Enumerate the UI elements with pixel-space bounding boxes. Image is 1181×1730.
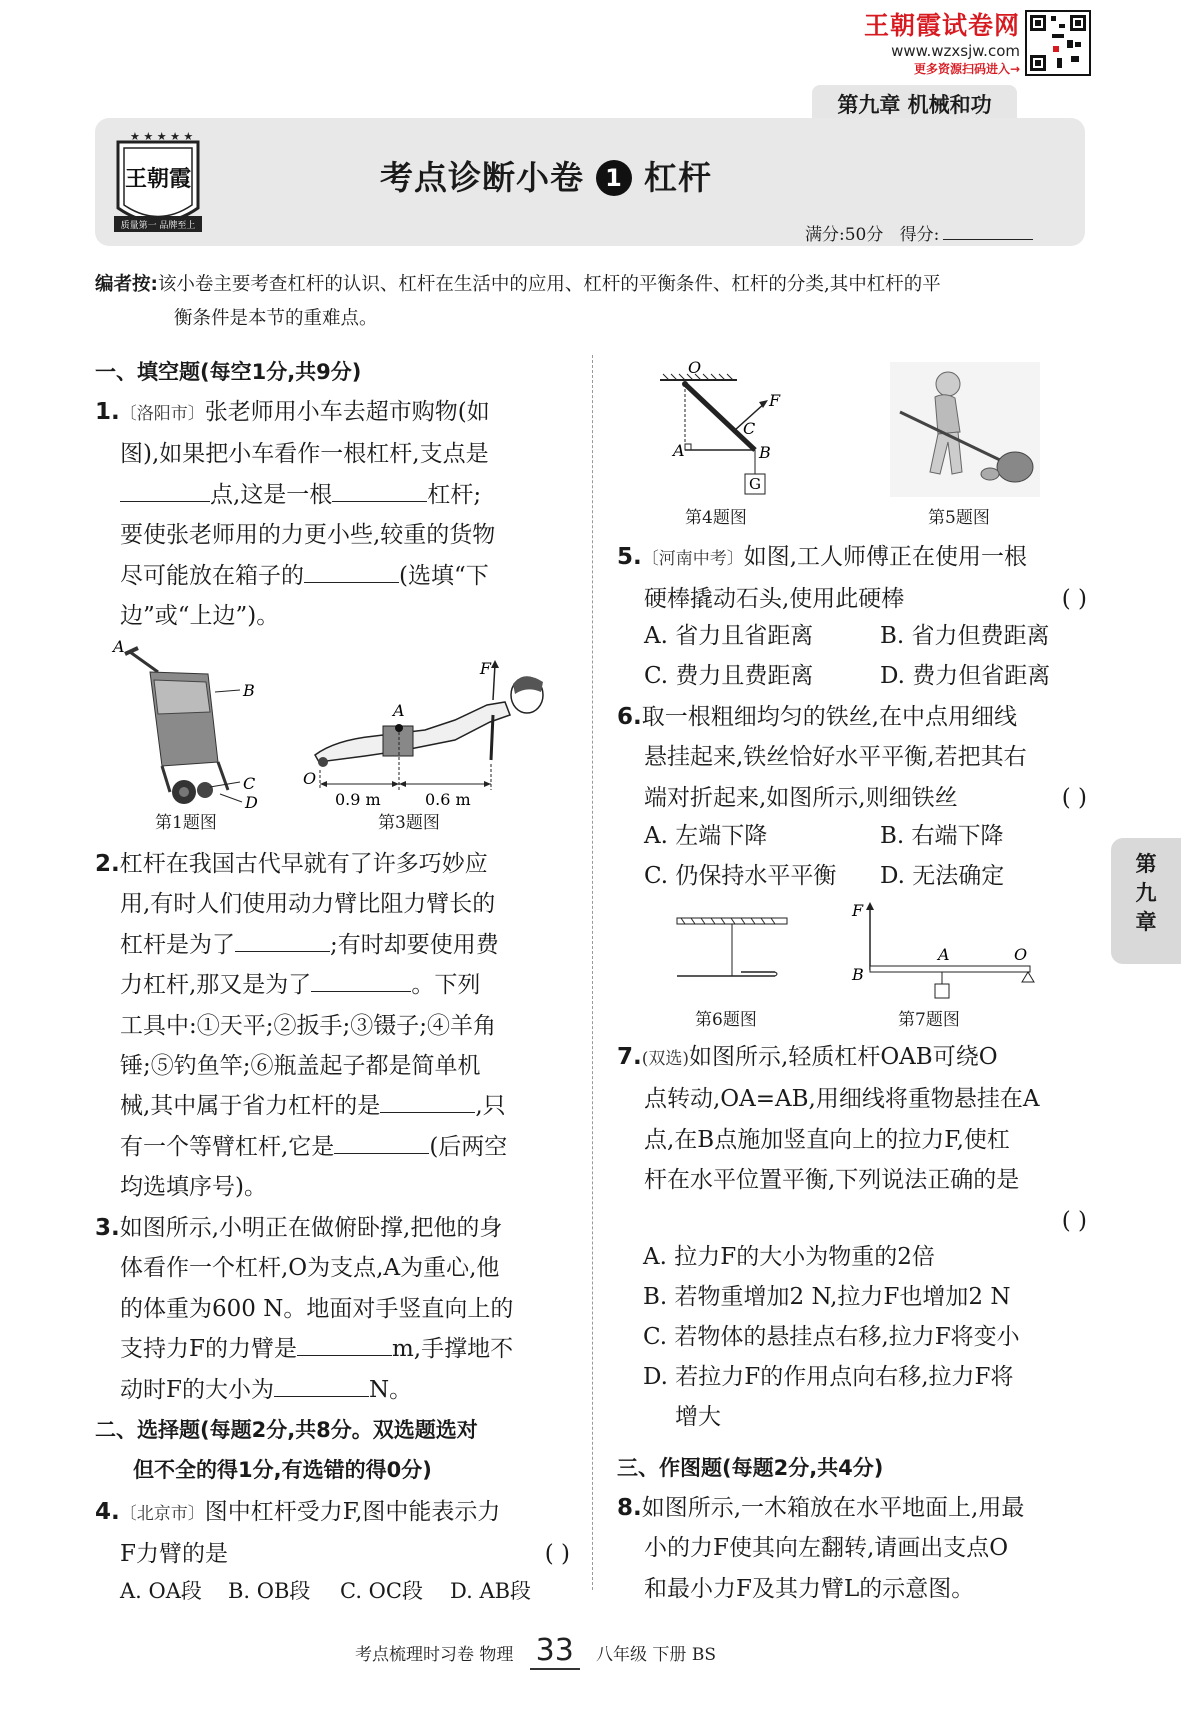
q4-option-d[interactable]: D. AB段 [450, 1579, 532, 1603]
q1-line3b: 杠杆; [427, 481, 482, 508]
editor-note [95, 268, 1085, 336]
q2-line2: 用,有时人们使用动力臂比阻力臂长的 [120, 891, 496, 918]
q4-line1: 图中杠杆受力F,图中能表示力 [204, 1499, 501, 1525]
q2-blank-2[interactable] [311, 968, 411, 992]
q2-line8a: 有一个等臂杠杆,它是 [120, 1133, 335, 1160]
q5-number: 5. [617, 544, 642, 570]
brand-block [800, 6, 1020, 77]
q3-line4a: 支持力F的力臂是 [120, 1336, 297, 1363]
q4-option-a[interactable]: A. OA段 [120, 1579, 202, 1603]
title-topic: 杠杆 [644, 158, 712, 197]
fig7-caption: 第7题图 [898, 1010, 960, 1030]
fig4-label-F: F [769, 391, 781, 410]
fig3-distance-1: 0.9 m [335, 790, 381, 809]
figure-4-lever [655, 358, 785, 498]
q1-line2: 图),如果把小车看作一根杠杆,支点是 [120, 441, 489, 468]
editor-label: 编者按: [95, 274, 158, 295]
q7-line3: 点,在B点施加竖直向上的拉力F,使杠 [644, 1126, 1010, 1153]
q4-option-c[interactable]: C. OC段 [340, 1579, 423, 1603]
q5-line1: 如图,工人师傅正在使用一根 [743, 544, 1028, 570]
score-blank[interactable] [943, 239, 1033, 240]
q3-line5a: 动时F的大小为 [120, 1376, 274, 1403]
q2-blank-1[interactable] [235, 928, 330, 952]
q6-number: 6. [617, 704, 642, 730]
figure-3-pushup [305, 660, 555, 810]
fig1-label-D: D [245, 793, 258, 812]
q8-line2: 小的力F使其向左翻转,请画出支点O [644, 1535, 1009, 1562]
fig4-label-C: C [743, 419, 756, 438]
q2-line4b: 。下列 [411, 972, 481, 999]
q6-option-c[interactable]: C. 仍保持水平平衡 [644, 863, 837, 889]
fig4-label-O: O [688, 358, 702, 377]
fig3-distance-2: 0.6 m [425, 790, 471, 809]
q5-line2: 硬棒撬动石头,使用此硬棒 [644, 586, 905, 613]
q1-line1: 张老师用小车去超市购物(如 [204, 399, 490, 425]
q6-line3: 端对折起来,如图所示,则细铁丝 [644, 784, 958, 811]
q1-line6: 边”或“上边”)。 [120, 603, 280, 630]
question-7 [617, 1037, 1087, 1241]
section-fill-in: 一、填空题(每空1分,共9分) [95, 360, 362, 384]
fig3-caption: 第3题图 [378, 813, 440, 833]
fig4-caption: 第4题图 [685, 508, 747, 528]
fig4-label-A: A [673, 441, 685, 460]
q2-line7b: ,只 [475, 1093, 506, 1120]
q7-option-c[interactable]: C. 若物体的悬挂点右移,拉力F将变小 [643, 1324, 1020, 1350]
page-title [380, 152, 712, 199]
qr-code-icon [1025, 10, 1091, 76]
q4-option-b[interactable]: B. OB段 [228, 1579, 311, 1603]
q4-source: 〔北京市〕 [119, 1504, 205, 1524]
title-number: 1 [596, 160, 632, 196]
q7-line1: 如图所示,轻质杠杆OAB可绕O [689, 1044, 998, 1070]
q5-option-a[interactable]: A. 省力且省距离 [644, 623, 814, 649]
q2-line5: 工具中:①天平;②扳手;③镊子;④羊角 [120, 1012, 496, 1039]
brand-name: 王朝霞试卷网 [863, 11, 1020, 40]
q3-blank-2[interactable] [274, 1373, 369, 1397]
q7-number: 7. [617, 1044, 642, 1070]
brand-tip: 更多资源扫码进入→ [913, 62, 1020, 76]
q2-line1: 杠杆在我国古代早就有了许多巧妙应 [119, 851, 488, 877]
figure-7-lever [848, 900, 1038, 1000]
q2-line4a: 力杠杆,那又是为了 [120, 972, 312, 999]
question-4 [95, 1492, 570, 1575]
question-6 [617, 697, 1087, 818]
q2-line8b: (后两空 [429, 1133, 508, 1160]
fig1-caption: 第1题图 [155, 813, 217, 833]
logo-sub: 质量第一 品牌至上 [120, 221, 196, 231]
q5-option-b[interactable]: B. 省力但费距离 [880, 623, 1050, 649]
figure-1-shopping-cart [110, 632, 270, 812]
q7-option-d-line2: 增大 [675, 1404, 721, 1430]
q1-number: 1. [95, 399, 120, 425]
score-line [805, 220, 1033, 245]
q5-answer-paren[interactable]: ( ) [1061, 586, 1087, 613]
title-prefix: 考点诊断小卷 [380, 158, 584, 197]
q2-line9: 均选填序号)。 [120, 1174, 267, 1201]
fig7-label-F: F [852, 901, 864, 920]
q8-number: 8. [617, 1495, 642, 1521]
fig4-label-G: G [749, 475, 761, 493]
q1-line4: 要使张老师用的力更小些,较重的货物 [120, 522, 496, 549]
page-footer [355, 1633, 716, 1668]
section-drawing: 三、作图题(每题2分,共4分) [617, 1456, 884, 1480]
q6-line2: 悬挂起来,铁丝恰好水平平衡,若把其右 [644, 744, 1027, 771]
question-5 [617, 537, 1087, 620]
q3-line4b: m,手撑地不 [391, 1336, 514, 1363]
q7-line4: 杆在水平位置平衡,下列说法正确的是 [644, 1167, 1020, 1194]
fig4-label-B: B [759, 443, 771, 462]
question-2 [95, 844, 570, 1208]
q6-line1: 取一根粗细均匀的铁丝,在中点用细线 [641, 704, 1018, 730]
q7-tag: (双选) [641, 1049, 690, 1069]
q1-blank-3[interactable] [304, 559, 399, 583]
fig1-label-A: A [113, 637, 125, 656]
sidetab-char-1: 第 [1135, 852, 1157, 876]
q7-option-a[interactable]: A. 拉力F的大小为物重的2倍 [643, 1244, 935, 1270]
full-score: 满分:50分 [805, 225, 884, 245]
q5-source: 〔河南中考〕 [641, 549, 744, 569]
q4-number: 4. [95, 1499, 120, 1525]
question-1 [95, 392, 570, 636]
fig7-label-O: O [1014, 945, 1028, 964]
q5-option-c[interactable]: C. 费力且费距离 [644, 663, 814, 689]
footer-right: 八年级 下册 BS [596, 1645, 716, 1665]
editor-line1: 该小卷主要考查杠杆的认识、杠杆在生活中的应用、杠杆的平衡条件、杠杆的分类,其中杠杆的平 [157, 274, 941, 295]
q4-line2: F力臂的是 [120, 1541, 228, 1568]
q2-line3b: ;有时却要使用费 [330, 931, 499, 958]
figure-6-wire [665, 910, 815, 990]
q1-line5a: 尽可能放在箱子的 [120, 562, 304, 589]
q2-line7a: 械,其中属于省力杠杆的是 [120, 1093, 381, 1120]
publisher-logo-icon [110, 128, 206, 240]
fig3-label-O: O [303, 769, 317, 788]
fig5-caption: 第5题图 [928, 508, 990, 528]
q2-blank-3[interactable] [380, 1089, 475, 1113]
svg-text:★ ★ ★ ★ ★: ★ ★ ★ ★ ★ [130, 130, 194, 143]
score-got: 得分: [899, 225, 940, 245]
q8-line1: 如图所示,一木箱放在水平地面上,用最 [641, 1495, 1025, 1521]
figure-5-worker-lever [890, 362, 1040, 497]
q6-option-a[interactable]: A. 左端下降 [644, 823, 768, 849]
q7-line2: 点转动,OA=AB,用细线将重物悬挂在A [644, 1086, 1040, 1113]
question-3 [95, 1208, 570, 1410]
q6-option-d[interactable]: D. 无法确定 [880, 863, 1005, 889]
fig1-label-C: C [243, 774, 256, 793]
section-choice-2: 但不全的得1分,有选错的得0分) [133, 1458, 432, 1482]
q7-answer-paren[interactable]: ( ) [1061, 1207, 1087, 1234]
footer-left: 考点梳理时习卷 物理 [355, 1645, 514, 1665]
q3-line5b: N。 [368, 1376, 413, 1403]
q1-blank-2[interactable] [332, 478, 427, 502]
q3-line3: 的体重为600 N。地面对手竖直向上的 [120, 1295, 514, 1322]
fig3-label-F: F [479, 659, 491, 678]
q1-blank-1[interactable] [120, 478, 210, 502]
fig3-label-A: A [393, 701, 405, 720]
page-number: 33 [530, 1633, 580, 1670]
question-8 [617, 1488, 1087, 1609]
fig7-label-A: A [938, 945, 950, 964]
q7-option-b[interactable]: B. 若物重增加2 N,拉力F也增加2 N [643, 1284, 1011, 1310]
q4-answer-paren[interactable]: ( ) [544, 1541, 570, 1568]
q6-answer-paren[interactable]: ( ) [1061, 784, 1087, 811]
q8-line3: 和最小力F及其力臂L的示意图。 [644, 1575, 975, 1602]
fig6-caption: 第6题图 [695, 1010, 757, 1030]
q3-number: 3. [95, 1215, 120, 1241]
q7-option-d[interactable]: D. 若拉力F的作用点向右移,拉力F将 [643, 1364, 1014, 1390]
q2-number: 2. [95, 851, 120, 877]
q3-line2: 体看作一个杠杆,O为支点,A为重心,他 [120, 1255, 500, 1282]
section-choice-1: 二、选择题(每题2分,共8分。双选题选对 [95, 1418, 478, 1442]
q1-line5b: (选填“下 [399, 562, 489, 589]
sidetab-char-2: 九 [1135, 881, 1157, 905]
q2-blank-4[interactable] [334, 1130, 429, 1154]
q5-option-d[interactable]: D. 费力但省距离 [880, 663, 1051, 689]
chapter-tab: 第九章 机械和功 [812, 85, 1017, 125]
q2-line6: 锤;⑤钓鱼竿;⑥瓶盖起子都是简单机 [120, 1053, 481, 1080]
q6-option-b[interactable]: B. 右端下降 [880, 823, 1004, 849]
brand-url: www.wzxsjw.com [891, 42, 1020, 60]
q2-line3a: 杠杆是为了 [120, 931, 235, 958]
logo-text: 王朝霞 [124, 166, 192, 192]
chapter-side-tab [1111, 838, 1181, 964]
fig1-label-B: B [243, 681, 255, 700]
q3-line1: 如图所示,小明正在做俯卧撑,把他的身 [119, 1215, 503, 1241]
fig7-label-B: B [852, 965, 864, 984]
column-divider [592, 355, 593, 1590]
q1-line3a: 点,这是一根 [210, 481, 333, 508]
editor-line2: 衡条件是本节的重难点。 [174, 308, 378, 329]
sidetab-char-3: 章 [1135, 910, 1157, 934]
q3-blank-1[interactable] [297, 1332, 392, 1356]
q1-source: 〔洛阳市〕 [119, 404, 205, 424]
